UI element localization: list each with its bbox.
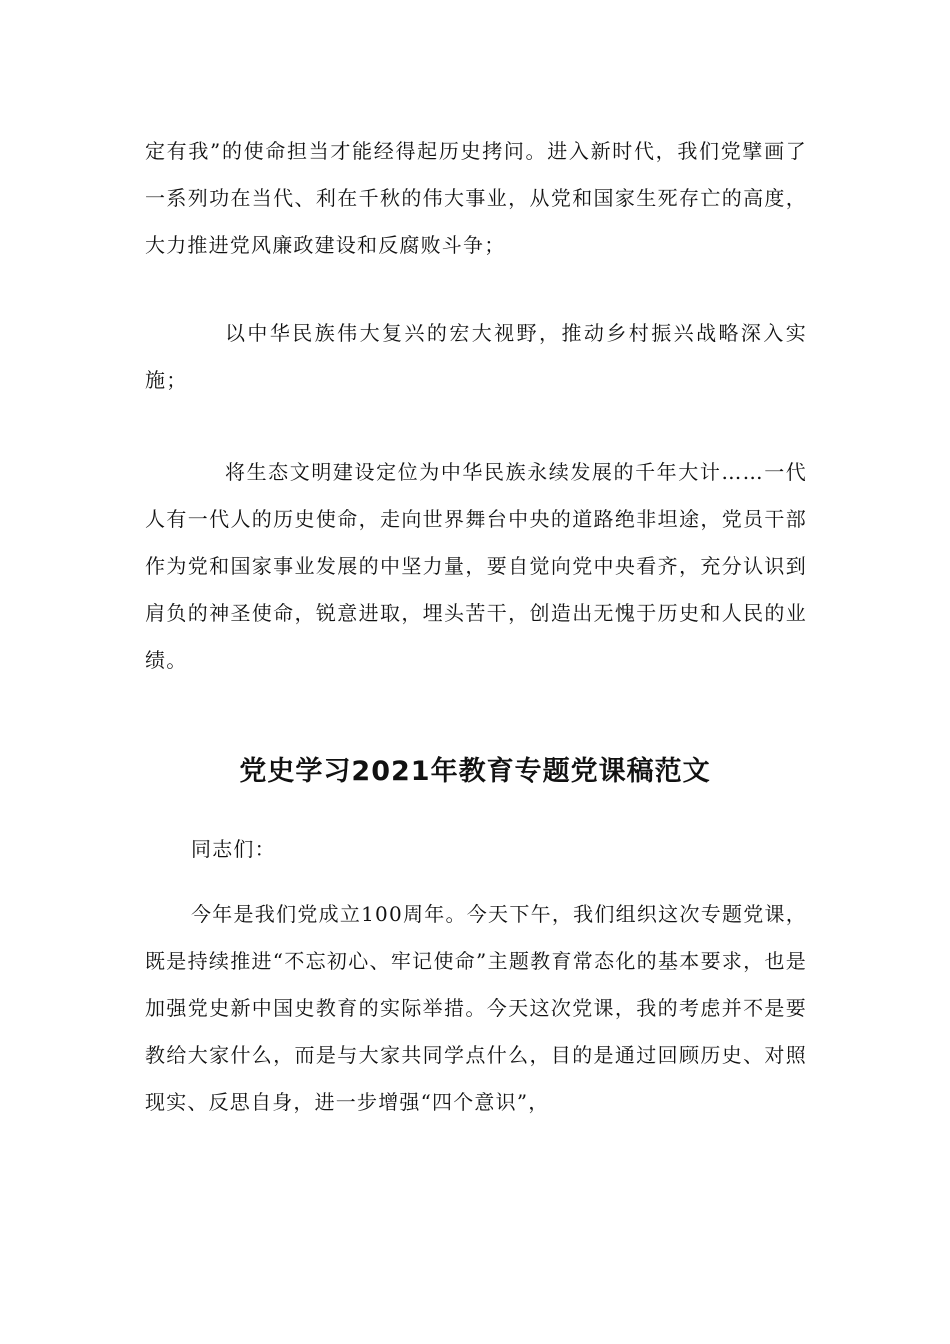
body-paragraph-3: 将生态文明建设定位为中华民族永续发展的千年大计……一代人有一代人的历史使命，走向世界舞台中央的道路绝非坦途，党员干部作为党和国家事业发展的中坚力量，要自觉向党中央看齐，充分认识到肩负的神圣使命，锐意进取，埋头苦干，创造出无愧于历史和人民的业绩。 [145,460,807,672]
article-title: 党史学习2021年教育专题党课稿范文 [239,756,711,787]
body-paragraph-1: 定有我”的使命担当才能经得起历史拷问。进入新时代，我们党擘画了一系列功在当代、利在千秋的伟大事业，从党和国家生死存亡的高度，大力推进党风廉政建设和反腐败斗争； [145,139,807,257]
body-paragraph-4: 今年是我们党成立100周年。今天下午，我们组织这次专题党课，既是持续推进“不忘初心、牢记使命”主题教育常态化的基本要求，也是加强党史新中国史教育的实际举措。今天这次党课，我的考虑并不是要教给大家什么，而是与大家共同学点什么，目的是通过回顾历史、对照现实、反思自身，进一步增强“四个意识”， [145,902,807,1114]
body-paragraph-2: 以中华民族伟大复兴的宏大视野，推动乡村振兴战略深入实施； [145,321,807,392]
greeting: 同志们： [191,837,276,861]
